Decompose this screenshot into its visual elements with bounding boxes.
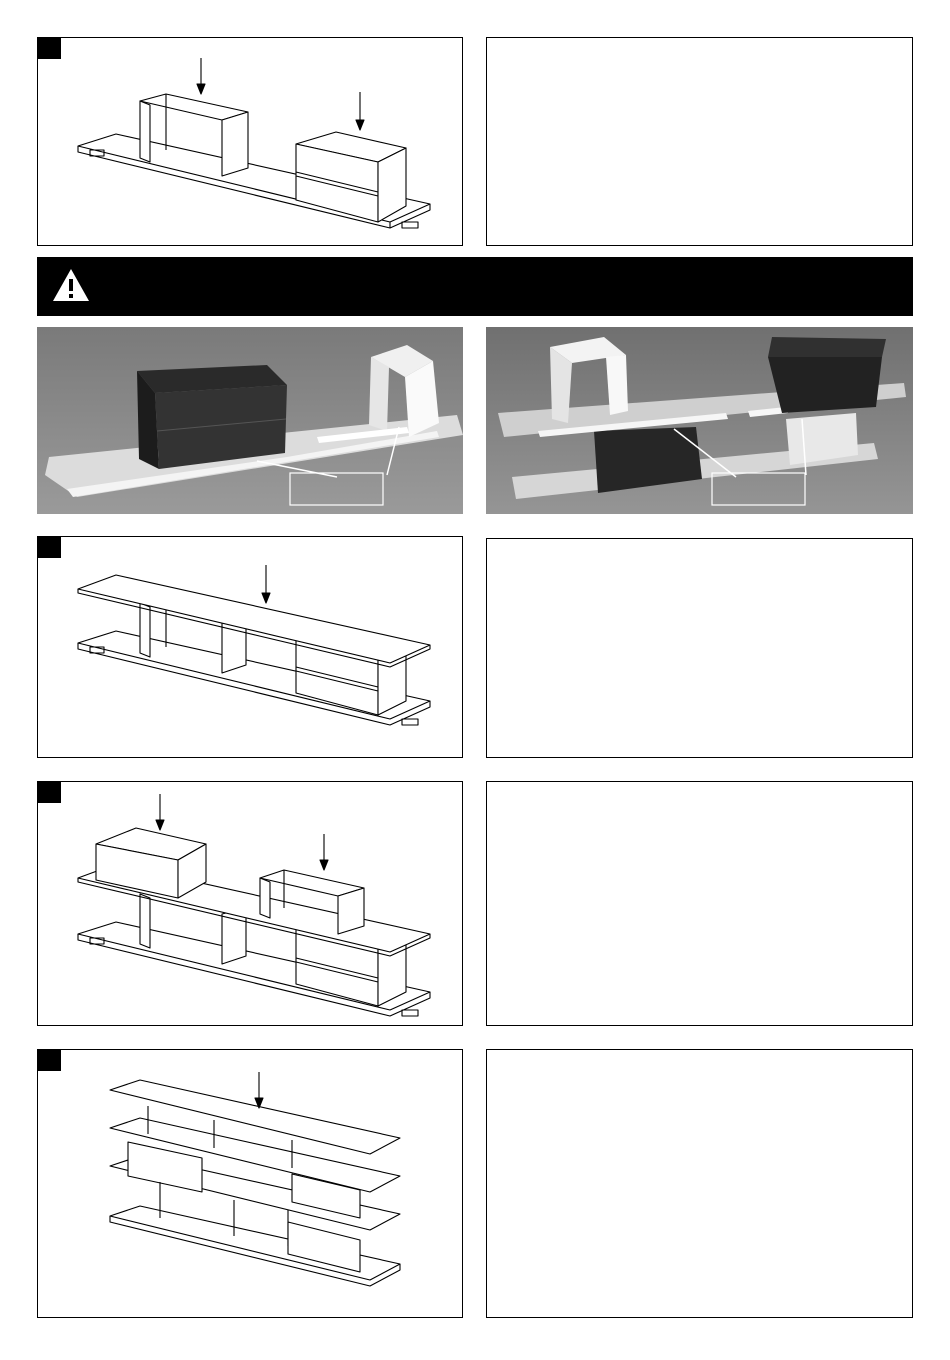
- step-3-illustration-panel: [37, 781, 463, 1026]
- step-3-drawing: [38, 782, 464, 1027]
- assembly-photo-right-image: [486, 327, 913, 514]
- step-2-drawing: [38, 537, 464, 759]
- step-2-text-panel: [486, 538, 913, 758]
- step-4-illustration-panel: [37, 1049, 463, 1318]
- step-4-text-panel: [486, 1049, 913, 1318]
- assembly-photo-right: [486, 327, 913, 514]
- step-1-drawing: [38, 38, 464, 247]
- step-1-text-panel: [486, 37, 913, 246]
- step-3-text-panel: [486, 781, 913, 1026]
- assembly-photo-left-image: [37, 327, 463, 514]
- warning-banner: [37, 257, 913, 316]
- step-4-drawing: [38, 1050, 464, 1319]
- warning-triangle-icon: [51, 267, 91, 305]
- step-2-illustration-panel: [37, 536, 463, 758]
- step-1-illustration-panel: [37, 37, 463, 246]
- assembly-photo-left: [37, 327, 463, 514]
